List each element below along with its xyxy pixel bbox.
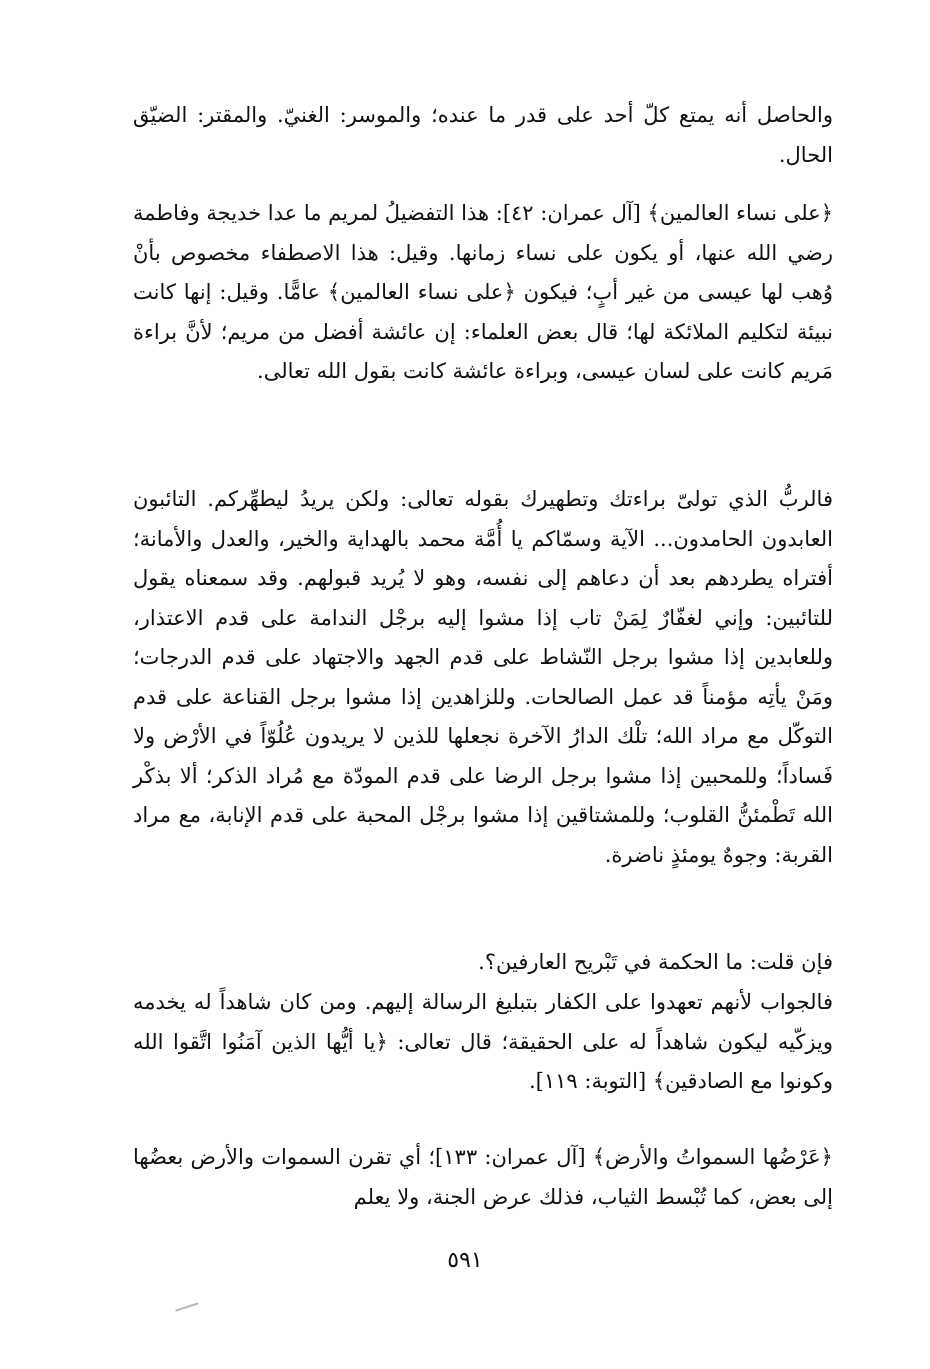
- paragraph-text: ﴿على نساء العالمين﴾ [آل عمران: ٤٢]: هذا التفضيلُ لمريم ما عدا خديجة وفاطمة رضي الله عنها، أو يكون على نساء زمانها. وقيل: هذا الاصطفاء مخصوص بأنْ وُهب لها عيسى من غير أبٍ؛ فيكون ﴿على نساء العالمين﴾ عامًّا. وقيل: إنها كانت نبيئة لتكليم الملائكة لها؛ قال بعض العلماء: إن عائشة أفضل من مريم؛ لأنَّ براءة مَريم كانت على لسان عيسى، وبراءة عائشة كانت بقول الله تعالى.: [133, 201, 833, 383]
- paragraph-text: والحاصل أنه يمتع كلّ أحد على قدر ما عنده؛ والموسر: الغنيّ. والمقتر: الضيّق الحال.: [133, 103, 833, 167]
- paragraph-text: فإن قلت: ما الحكمة في تَبْريح العارفين؟.: [478, 950, 833, 974]
- paragraph-5: [133, 983, 833, 1102]
- paragraph-1: [133, 96, 833, 175]
- paragraph-6: [133, 1138, 833, 1217]
- paragraph-2: [133, 194, 833, 392]
- paragraph-3: [133, 480, 833, 875]
- paragraph-text: ﴿عَرْضُها السمواتُ والأرض﴾ [آل عمران: ١٣٣]؛ أي تقرن السموات والأرض بعضُها إلى بعض، كما تُبْسط الثياب، فذلك عرض الجنة، ولا يعلم: [133, 1145, 833, 1209]
- page-number: ٥٩١: [447, 1248, 483, 1273]
- scan-mark: [175, 1302, 198, 1311]
- paragraph-4: [133, 943, 833, 983]
- paragraph-text: فالجواب لأنهم تعهدوا على الكفار بتبليغ الرسالة إليهم. ومن كان شاهداً له يخدمه ويزكّيه ليكون شاهداً له على الحقيقة؛ قال تعالى: ﴿يا أيُّها الذين آمَنُوا اتَّقوا الله وكونوا مع الصادقين﴾ [التوبة: ١١٩].: [133, 990, 833, 1093]
- paragraph-text: فالربُّ الذي تولىّ براءتك وتطهيرك بقوله تعالى: ولكن يريدُ ليطهِّركم. التائبون العابدون الحامدون... الآية وسمّاكم يا أُمَّة محمد بالهداية والخير، والعدل والأمانة؛ أفتراه يطردهم بعد أن دعاهم إلى نفسه، وهو لا يُريد قبولهم. وقد سمعناه يقول للتائبين: وإني لغفّارٌ لِمَنْ تاب إذا مشوا إليه برجْل الندامة على قدم الاعتذار، وللعابدين إذا مشوا برجل النّشاط على قدم الجهد والاجتهاد على قدم الدرجات؛ ومَنْ يأتِه مؤمناً قد عمل الصالحات. وللزاهدين إذا مشوا برجل القناعة على قدم التوكّل مع مراد الله؛ تلْك الدارُ الآخرة نجعلها للذين لا يريدون عُلُوّاً في الأرْض ولا فَساداً؛ وللمحبين إذا مشوا برجل الرضا على قدم المودّة مع مُراد الذكر؛ ألا بذكْر الله تَطْمئنُّ القلوب؛ وللمشتاقين إذا مشوا برجْل المحبة على قدم الإنابة، مع مراد القربة: وجوهٌ يومئذٍ ناضرة.: [133, 487, 834, 867]
